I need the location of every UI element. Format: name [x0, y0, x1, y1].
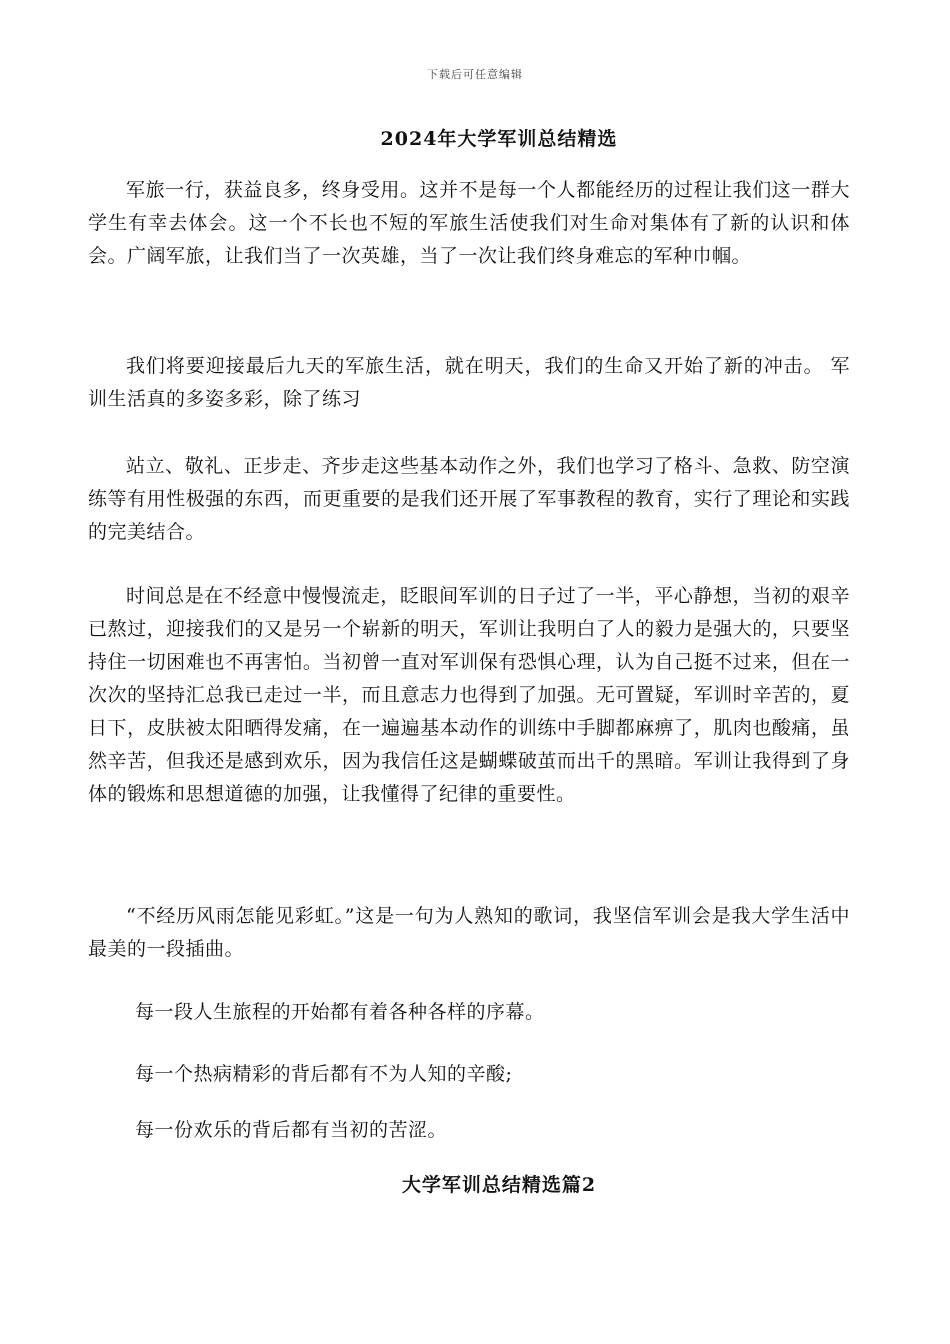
paragraph-4: 时间总是在不经意中慢慢流走，眨眼间军训的日子过了一半，平心静想，当初的艰辛已熬过，迎接我们的又是另一个崭新的明天，军训让我明白了人的毅力是强大的，只要坚持住一切困难也不再害怕。当初曾一直对军训保有恐惧心理，认为自己挺不过来，但在一次次的坚持汇总我已走过一半，而且意志力也得到了加强。无可置疑，军训时辛苦的，夏日下，皮肤被太阳晒得发痛，在一遍遍基本动作的训练中手脚都麻痹了，肌肉也酸痛，虽然辛苦，但我还是感到欢乐，因为我信任这是蝴蝶破茧而出千的黑暗。军训让我得到了身体的锻炼和思想道德的加强，让我懂得了纪律的重要性。 [88, 585, 850, 805]
section-subtitle: 大学军训总结精选篇2 [401, 1174, 597, 1196]
paragraph-2: 我们将要迎接最后九天的军旅生活，就在明天，我们的生命又开始了新的冲击。 军训生活真的多姿多彩，除了练习 [88, 355, 850, 410]
paragraph-3: 站立、敬礼、正步走、齐步走这些基本动作之外，我们也学习了格斗、急救、防空演练等有用性极强的东西，而更重要的是我们还开展了军事教程的教育，实行了理论和实践的完美结合。 [88, 455, 850, 543]
line-1: 每一段人生旅程的开始都有着各种各样的序幕。 [135, 1001, 545, 1023]
paragraph-1: 军旅一行，获益良多，终身受用。这并不是每一个人都能经历的过程让我们这一群大学生有幸去体会。这一个不长也不短的军旅生活使我们对生命对集体有了新的认识和体会。广阔军旅，让我们当了一次英雄，当了一次让我们终身难忘的军种巾帼。 [88, 179, 850, 267]
document-title: 2024年大学军训总结精选 [380, 128, 618, 150]
paragraph-5: “不经历风雨怎能见彩虹。”这是一句为人熟知的歌词，我坚信军训会是我大学生活中最美的一段插曲。 [88, 905, 850, 960]
header-note: 下载后可任意编辑 [427, 68, 523, 81]
line-2: 每一个热病精彩的背后都有不为人知的辛酸; [135, 1063, 513, 1085]
line-3: 每一份欢乐的背后都有当初的苦涩。 [135, 1119, 448, 1141]
